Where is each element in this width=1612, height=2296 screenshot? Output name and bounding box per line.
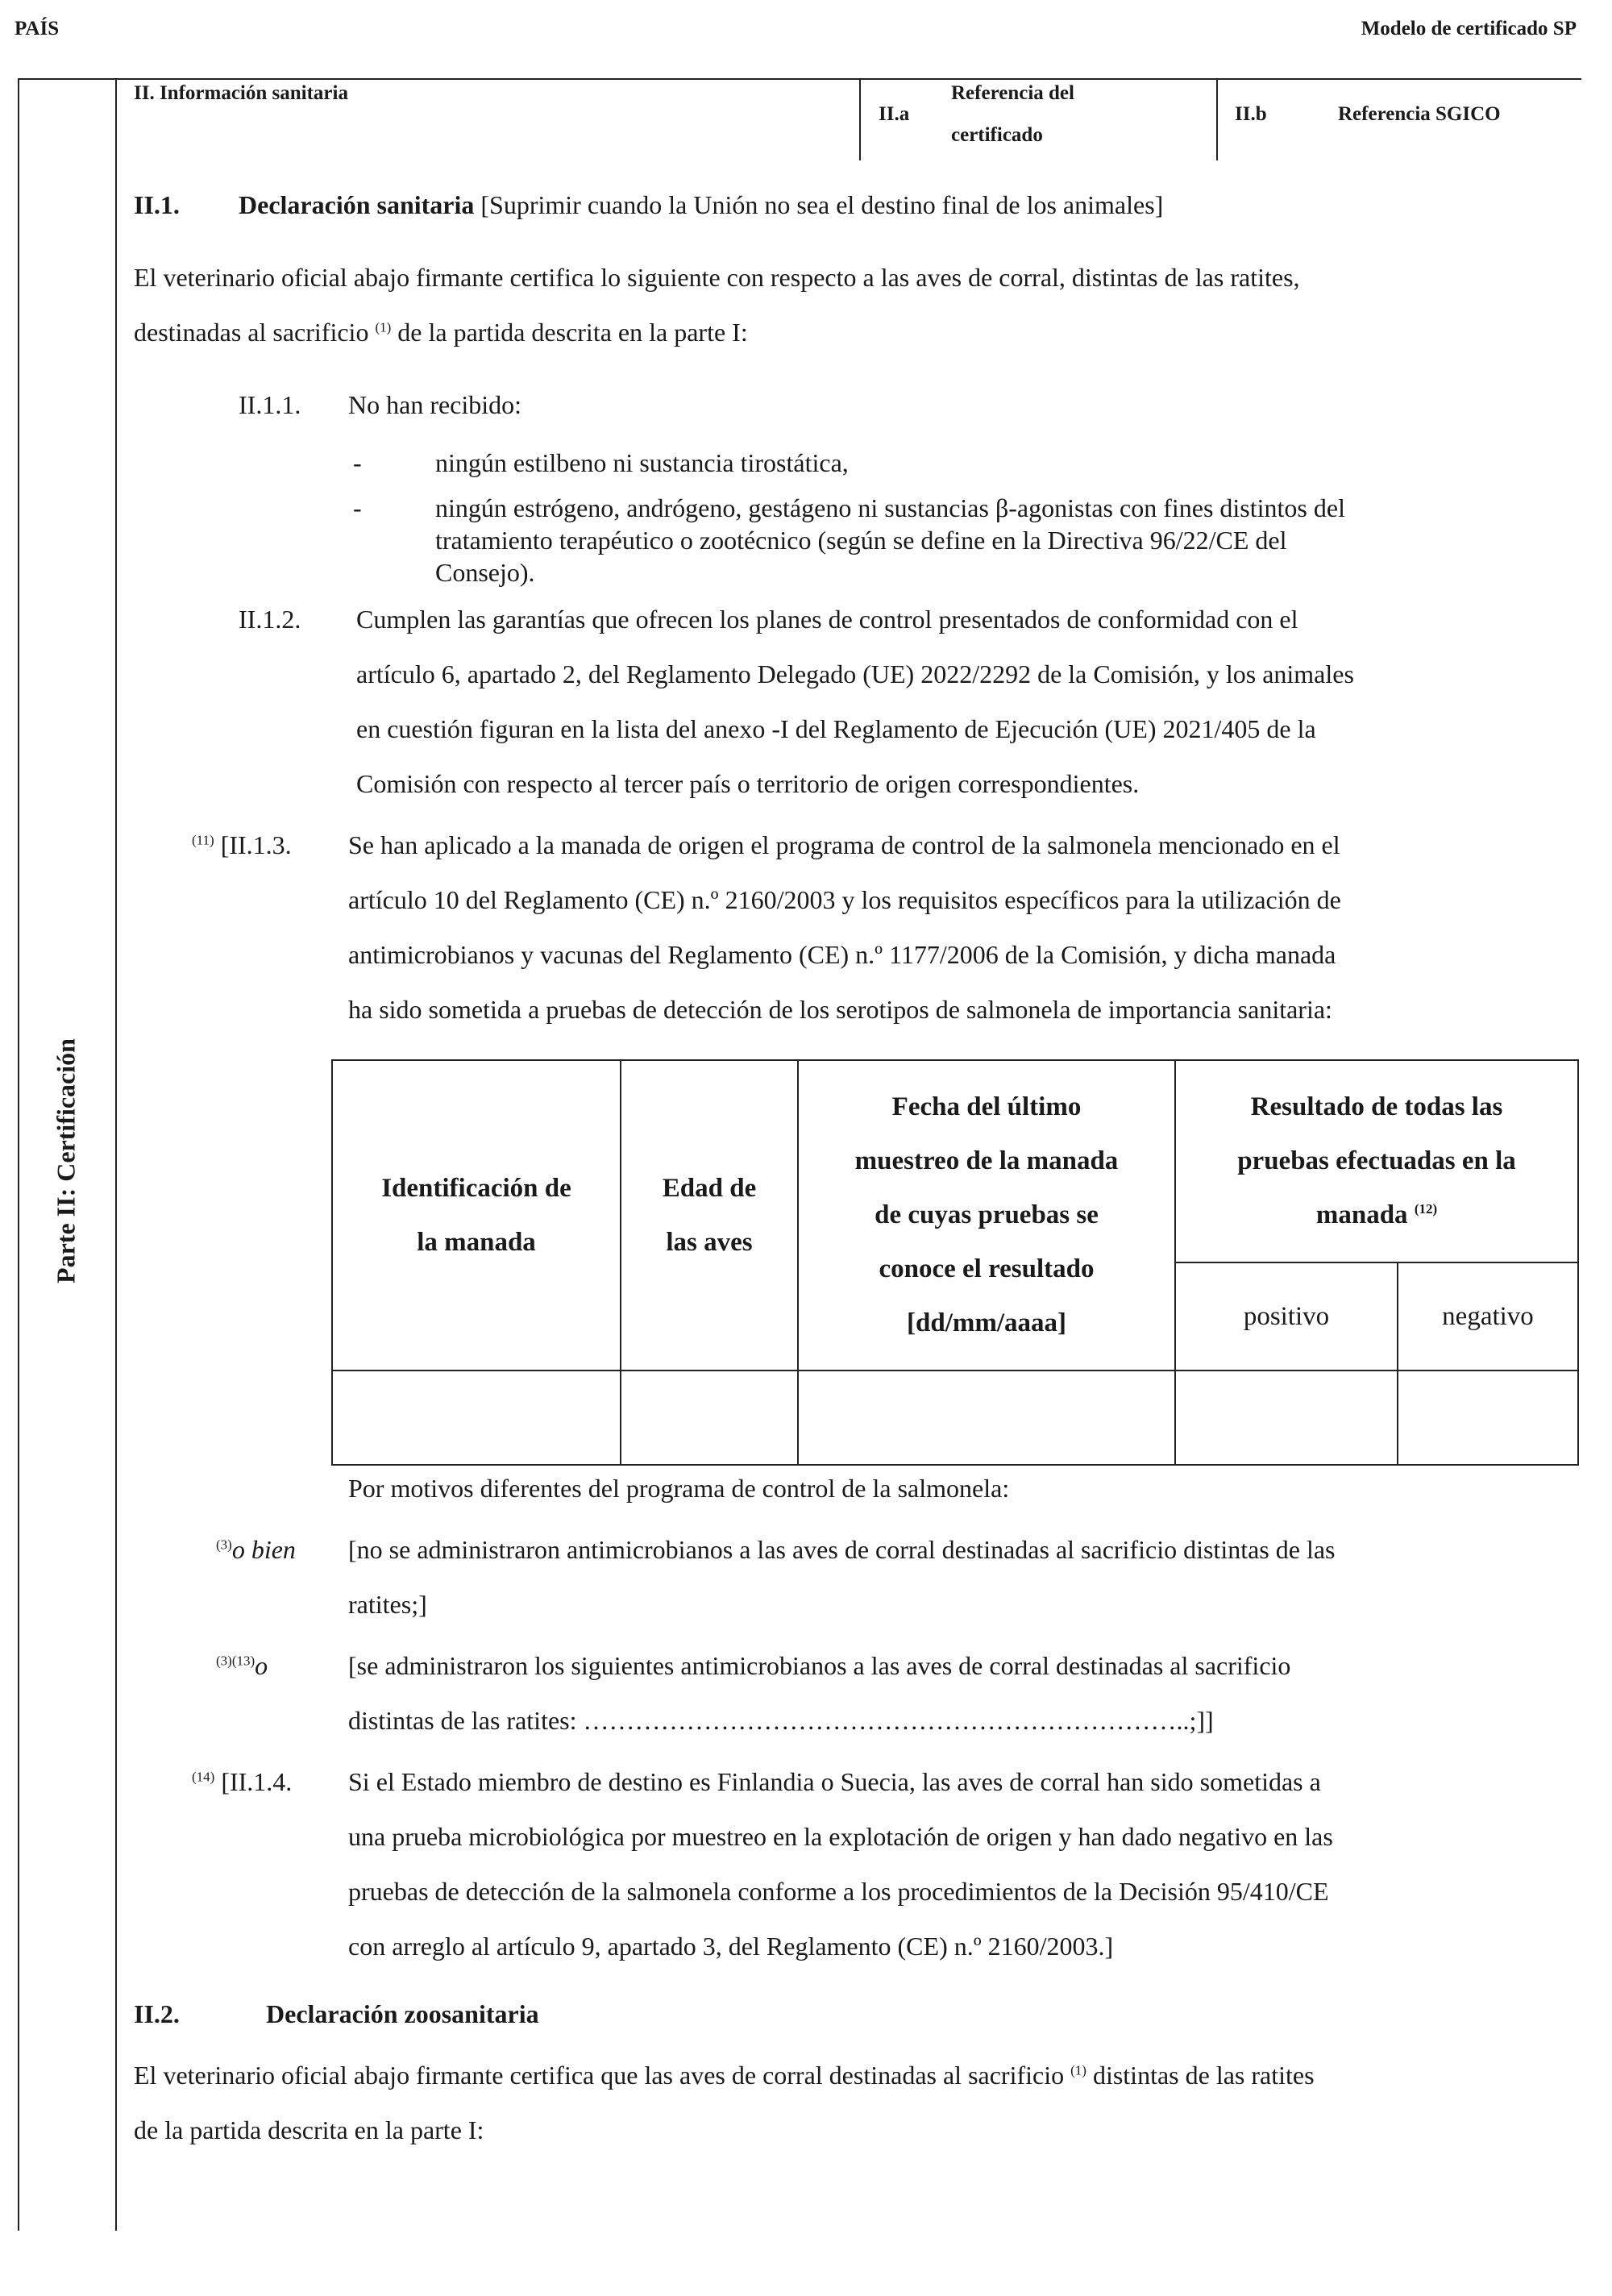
s2-sup: (1) xyxy=(1070,2062,1086,2078)
col-results-3: manada xyxy=(1315,1200,1415,1229)
s113-line-4: ha sido sometida a pruebas de detección de los serotipos de salmonela de importancia sanitaria: xyxy=(348,995,1332,1024)
bullet-dash-2: - xyxy=(353,493,362,522)
s2-line-1b: distintas de las ratites xyxy=(1086,2061,1315,2090)
left-border xyxy=(18,78,19,2231)
bullet-dash-1: - xyxy=(353,448,362,477)
ref-a-label-1: Referencia del xyxy=(951,82,1074,104)
s1-note: [Suprimir cuando la Unión no sea el destino final de los animales] xyxy=(474,190,1164,219)
col-flock-id-2: la manada xyxy=(417,1227,536,1257)
col-positive: positivo xyxy=(1175,1262,1398,1371)
col-bird-age-1: Edad de xyxy=(662,1173,757,1203)
s2-number: II.2. xyxy=(134,1999,180,2028)
s112-line-4: Comisión con respecto al tercer país o territorio de origen correspondientes. xyxy=(356,769,1140,798)
option2-prefix xyxy=(216,1638,268,1693)
option2-sup: (3)(13) xyxy=(216,1653,256,1669)
s112-line-1: Cumplen las garantías que ofrecen los planes de control presentados de conformidad con el xyxy=(356,605,1298,634)
s111-number: II.1.1. xyxy=(239,390,301,419)
s113-sup: (11) xyxy=(192,832,214,848)
s1-intro-2 xyxy=(134,305,748,360)
s2-line-2: de la partida descrita en la parte I: xyxy=(134,2115,484,2144)
col-results-sup: (12) xyxy=(1414,1201,1438,1217)
option2-label: o xyxy=(255,1651,268,1680)
top-border xyxy=(18,78,1581,80)
s112-line-3: en cuestión figuran en la lista del anexo -I del Reglamento de Ejecución (UE) 2021/405 de la xyxy=(356,714,1316,743)
cell-sampling-date xyxy=(798,1371,1175,1465)
s111-bullet-2-2: tratamiento terapéutico o zootécnico (según se define en la Directiva 96/22/CE del xyxy=(435,526,1287,555)
ref-a-divider xyxy=(859,78,861,160)
s2-line-1a: El veterinario oficial abajo firmante certifica que las aves de corral destinadas al sacrificio xyxy=(134,2061,1071,2090)
s114-prefix xyxy=(192,1754,292,1809)
col-bird-age-2: las aves xyxy=(666,1227,753,1257)
s1-heading xyxy=(239,177,1163,232)
s1-intro-2b: de la partida descrita en la parte I: xyxy=(391,318,748,347)
ref-b-code: II.b xyxy=(1235,103,1267,125)
s111-text: No han recibido: xyxy=(348,390,522,419)
ref-a-label-2: certificado xyxy=(951,124,1043,146)
option2-line-2: distintas de las ratites: ……………………………………………………………..;]] xyxy=(348,1706,1214,1735)
section-title: II. Información sanitaria xyxy=(134,82,348,104)
side-label: Parte II: Certificación xyxy=(51,1038,81,1283)
s113-line-1: Se han aplicado a la manada de origen el programa de control de la salmonela mencionado en el xyxy=(348,830,1340,859)
s111-bullet-1: ningún estilbeno ni sustancia tirostática, xyxy=(435,448,849,477)
salmonella-results-table xyxy=(331,1059,1579,1466)
s1-intro-1: El veterinario oficial abajo firmante certifica lo siguiente con respecto a las aves de corral, distintas de las ratites, xyxy=(134,263,1300,292)
ref-b-divider xyxy=(1216,78,1218,160)
col-flock-id-1: Identificación de xyxy=(381,1173,571,1203)
col-flock-id xyxy=(332,1060,621,1371)
col-bird-age xyxy=(621,1060,798,1371)
s113-prefix xyxy=(192,817,292,872)
cell-positive xyxy=(1175,1371,1398,1465)
s114-line-3: pruebas de detección de la salmonela conforme a los procedimientos de la Decisión 95/410/CE xyxy=(348,1877,1329,1906)
col-date-1: Fecha del último xyxy=(891,1092,1082,1121)
s1-intro-sup: (1) xyxy=(375,319,392,335)
s114-number: [II.1.4. xyxy=(221,1767,293,1796)
col-test-results xyxy=(1175,1060,1578,1262)
col-results-2: pruebas efectuadas en la xyxy=(1237,1146,1516,1175)
col-date-4: conoce el resultado xyxy=(879,1254,1095,1283)
col-results-1: Resultado de todas las xyxy=(1250,1092,1503,1121)
cell-flock-id xyxy=(332,1371,621,1465)
cell-bird-age xyxy=(621,1371,798,1465)
col-sampling-date xyxy=(798,1060,1175,1371)
side-separator xyxy=(115,78,117,2231)
s112-line-2: artículo 6, apartado 2, del Reglamento Delegado (UE) 2022/2292 de la Comisión, y los animales xyxy=(356,659,1354,688)
ref-a-code: II.a xyxy=(879,103,910,125)
option1-sup: (3) xyxy=(216,1537,232,1553)
s1-intro-2a: destinadas al sacrificio xyxy=(134,318,376,347)
motivos-text: Por motivos diferentes del programa de control de la salmonela: xyxy=(348,1474,1010,1503)
s113-number: [II.1.3. xyxy=(220,830,292,859)
s2-line-1 xyxy=(134,2048,1315,2103)
s2-title: Declaración zoosanitaria xyxy=(266,1999,539,2028)
s113-line-2: artículo 10 del Reglamento (CE) n.º 2160/2003 y los requisitos específicos para la utilización de xyxy=(348,885,1341,914)
s1-number: II.1. xyxy=(134,190,180,219)
s114-line-2: una prueba microbiológica por muestreo en la explotación de origen y han dado negativo en las xyxy=(348,1822,1333,1851)
option1-line-1: [no se administraron antimicrobianos a las aves de corral destinadas al sacrificio distintas de las xyxy=(348,1535,1336,1564)
option1-prefix xyxy=(216,1522,296,1577)
s111-bullet-2-3: Consejo). xyxy=(435,558,535,587)
ref-b-label: Referencia SGICO xyxy=(1338,103,1501,125)
s113-line-3: antimicrobianos y vacunas del Reglamento (CE) n.º 1177/2006 de la Comisión, y dicha manada xyxy=(348,940,1336,969)
col-negative: negativo xyxy=(1398,1262,1578,1371)
s112-number: II.1.2. xyxy=(239,605,301,634)
col-date-2: muestreo de la manada xyxy=(854,1146,1119,1175)
col-date-5: [dd/mm/aaaa] xyxy=(907,1308,1066,1337)
s114-line-4: con arreglo al artículo 9, apartado 3, del Reglamento (CE) n.º 2160/2003.] xyxy=(348,1932,1114,1961)
country-label: PAÍS xyxy=(15,18,60,40)
s114-line-1: Si el Estado miembro de destino es Finlandia o Suecia, las aves de corral han sido sometidas a xyxy=(348,1767,1321,1796)
certificate-model: Modelo de certificado SP xyxy=(1361,18,1577,40)
option1-label: o bien xyxy=(231,1535,296,1564)
option2-line-1: [se administraron los siguientes antimicrobianos a las aves de corral destinadas al sacrificio xyxy=(348,1651,1291,1680)
option1-line-2: ratites;] xyxy=(348,1590,427,1619)
cell-negative xyxy=(1398,1371,1578,1465)
s114-sup: (14) xyxy=(192,1769,215,1785)
s1-title: Declaración sanitaria xyxy=(239,190,475,219)
s111-bullet-2-1: ningún estrógeno, andrógeno, gestágeno ni sustancias β-agonistas con fines distintos del xyxy=(435,493,1345,522)
col-date-3: de cuyas pruebas se xyxy=(875,1200,1099,1229)
